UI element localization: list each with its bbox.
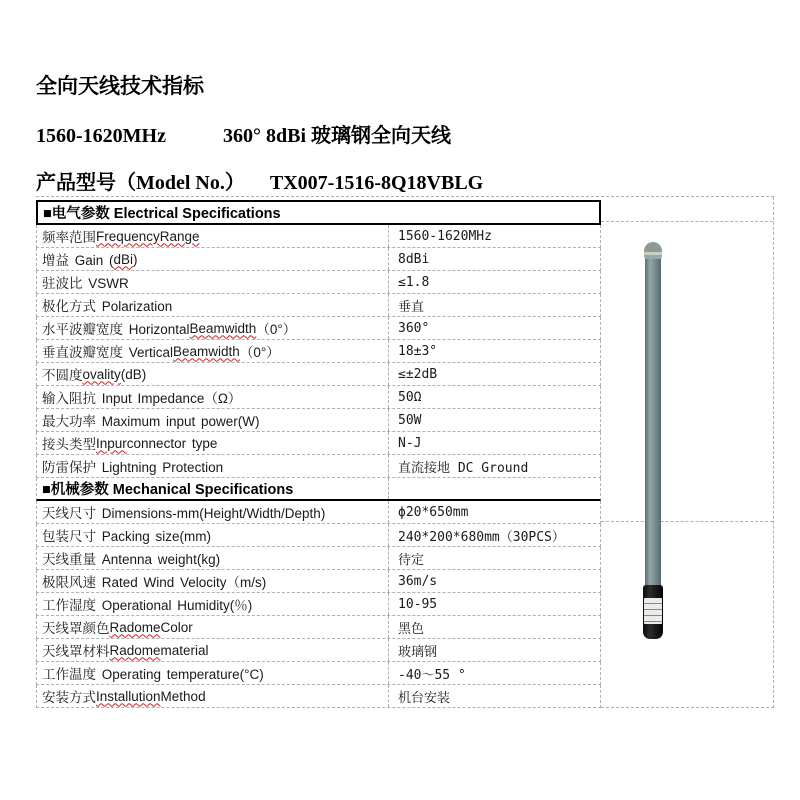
spec-row xyxy=(36,570,601,593)
content-area xyxy=(36,196,774,708)
spec-row xyxy=(36,340,601,363)
spec-value: 玻璃钢 xyxy=(398,644,438,660)
spec-row xyxy=(36,455,601,478)
misspelled-word: Installution xyxy=(96,688,161,704)
spec-value: 垂直 xyxy=(398,299,425,315)
spec-row xyxy=(36,616,601,639)
spec-label: 工作温度 Operating temperature(°C) xyxy=(37,662,389,684)
spec-row xyxy=(36,363,601,386)
spec-row xyxy=(36,685,601,708)
spec-label: 频率范围 FrequencyRange xyxy=(37,225,389,247)
spec-label: 最大功率 Maximum input power(W) xyxy=(37,409,389,431)
spec-label: 安装方式 Installution Method xyxy=(37,685,389,707)
spec-table xyxy=(36,200,601,708)
spec-row xyxy=(36,386,601,409)
spec-label: 驻波比 VSWR xyxy=(37,271,389,293)
misspelled-word: Beamwidth xyxy=(189,320,257,336)
spec-value: ≤1.8 xyxy=(398,274,430,290)
spec-value: ϕ20*650mm xyxy=(398,504,469,520)
subtitle-description: 360° 8dBi 玻璃钢全向天线 xyxy=(222,125,452,147)
spec-label: 极化方式 Polarization xyxy=(37,294,389,316)
model-value: TX007-1516-8Q18VBLG xyxy=(269,172,484,194)
spec-label: 防雷保护 Lightning Protection xyxy=(37,455,389,477)
spec-label: 接头类型 Inpur connector type xyxy=(37,432,389,454)
spec-label: 天线重量 Antenna weight(kg) xyxy=(37,547,389,569)
header-block xyxy=(0,0,800,196)
section-header-empty-cell xyxy=(389,478,600,499)
spec-label: 输入阻抗 Input Impedance（Ω） xyxy=(37,386,389,408)
misspelled-word: ovality xyxy=(82,366,121,382)
spec-value: 240*200*680mm（30PCS） xyxy=(398,529,565,545)
antenna-base-connector xyxy=(643,585,663,639)
model-label: 产品型号（Model No.） xyxy=(36,172,245,194)
section-header-electrical: ■电气参数 Electrical Specifications xyxy=(36,200,601,225)
spec-label: 水平波瓣宽度 Horizontal Beamwidth （0°） xyxy=(37,317,389,339)
spec-row xyxy=(36,547,601,570)
spec-row xyxy=(36,524,601,547)
spec-value: 10-95 xyxy=(398,596,438,612)
antenna-cap xyxy=(644,242,662,259)
section-header-text: ■机械参数 Mechanical Specifications xyxy=(37,478,389,499)
spec-label: 工作湿度 Operational Humidity(％) xyxy=(37,593,389,615)
spec-row xyxy=(36,501,601,524)
spec-value: 36m/s xyxy=(398,573,438,589)
spec-label: 垂直波瓣宽度 Vertical Beamwidth （0°） xyxy=(37,340,389,362)
spec-value: 机台安装 xyxy=(398,690,451,706)
spec-label: 极限风速 Rated Wind Velocity（m/s) xyxy=(37,570,389,592)
spec-value: 黑色 xyxy=(398,621,425,637)
spec-label: 天线尺寸 Dimensions-mm(Height/Width/Depth) xyxy=(37,501,389,523)
spec-value: 50W xyxy=(398,412,422,428)
spec-row xyxy=(36,593,601,616)
page-title: 全向天线技术指标 xyxy=(36,74,204,98)
antenna-photo-cell xyxy=(601,197,774,708)
spec-label: 天线罩材料 Radome material xyxy=(37,639,389,661)
spec-label: 增益 Gain ( dBi ) xyxy=(37,248,389,270)
spec-label: 不圆度 ovality (dB) xyxy=(37,363,389,385)
spec-value: -40～55 ° xyxy=(398,667,466,683)
section-header-mechanical xyxy=(36,478,601,501)
spec-value: 直流接地 DC Ground xyxy=(398,460,529,476)
spec-row xyxy=(36,225,601,248)
spec-value: 1560-1620MHz xyxy=(398,228,492,244)
antenna-base-label xyxy=(644,598,662,624)
spec-row xyxy=(36,662,601,685)
spec-row xyxy=(36,317,601,340)
misspelled-word: Radome xyxy=(109,619,161,635)
spec-row xyxy=(36,248,601,271)
spec-value: 50Ω xyxy=(398,389,422,405)
misspelled-word: Radome xyxy=(109,642,161,658)
spec-value: 待定 xyxy=(398,552,425,568)
model-line xyxy=(36,171,800,196)
antenna-image xyxy=(601,197,773,707)
spec-label: 包装尺寸 Packing size(mm) xyxy=(37,524,389,546)
spec-value: 360° xyxy=(398,320,430,336)
spec-row xyxy=(36,432,601,455)
spec-value: 18±3° xyxy=(398,343,438,359)
misspelled-word: Beamwidth xyxy=(173,343,240,359)
spec-row xyxy=(36,409,601,432)
spec-row xyxy=(36,294,601,317)
page-subtitle xyxy=(36,124,800,149)
misspelled-word: FrequencyRange xyxy=(96,228,200,244)
antenna-rod xyxy=(645,257,661,587)
spec-row xyxy=(36,271,601,294)
misspelled-word: dBi xyxy=(113,251,134,267)
spec-label: 天线罩颜色 Radome Color xyxy=(37,616,389,638)
spec-row xyxy=(36,639,601,662)
subtitle-frequency: 1560-1620MHz xyxy=(36,125,166,147)
spec-value: ≤±2dB xyxy=(398,366,438,382)
spec-value: N-J xyxy=(398,435,422,451)
spec-value: 8dBi xyxy=(398,251,430,267)
misspelled-word: Inpur xyxy=(96,435,127,451)
